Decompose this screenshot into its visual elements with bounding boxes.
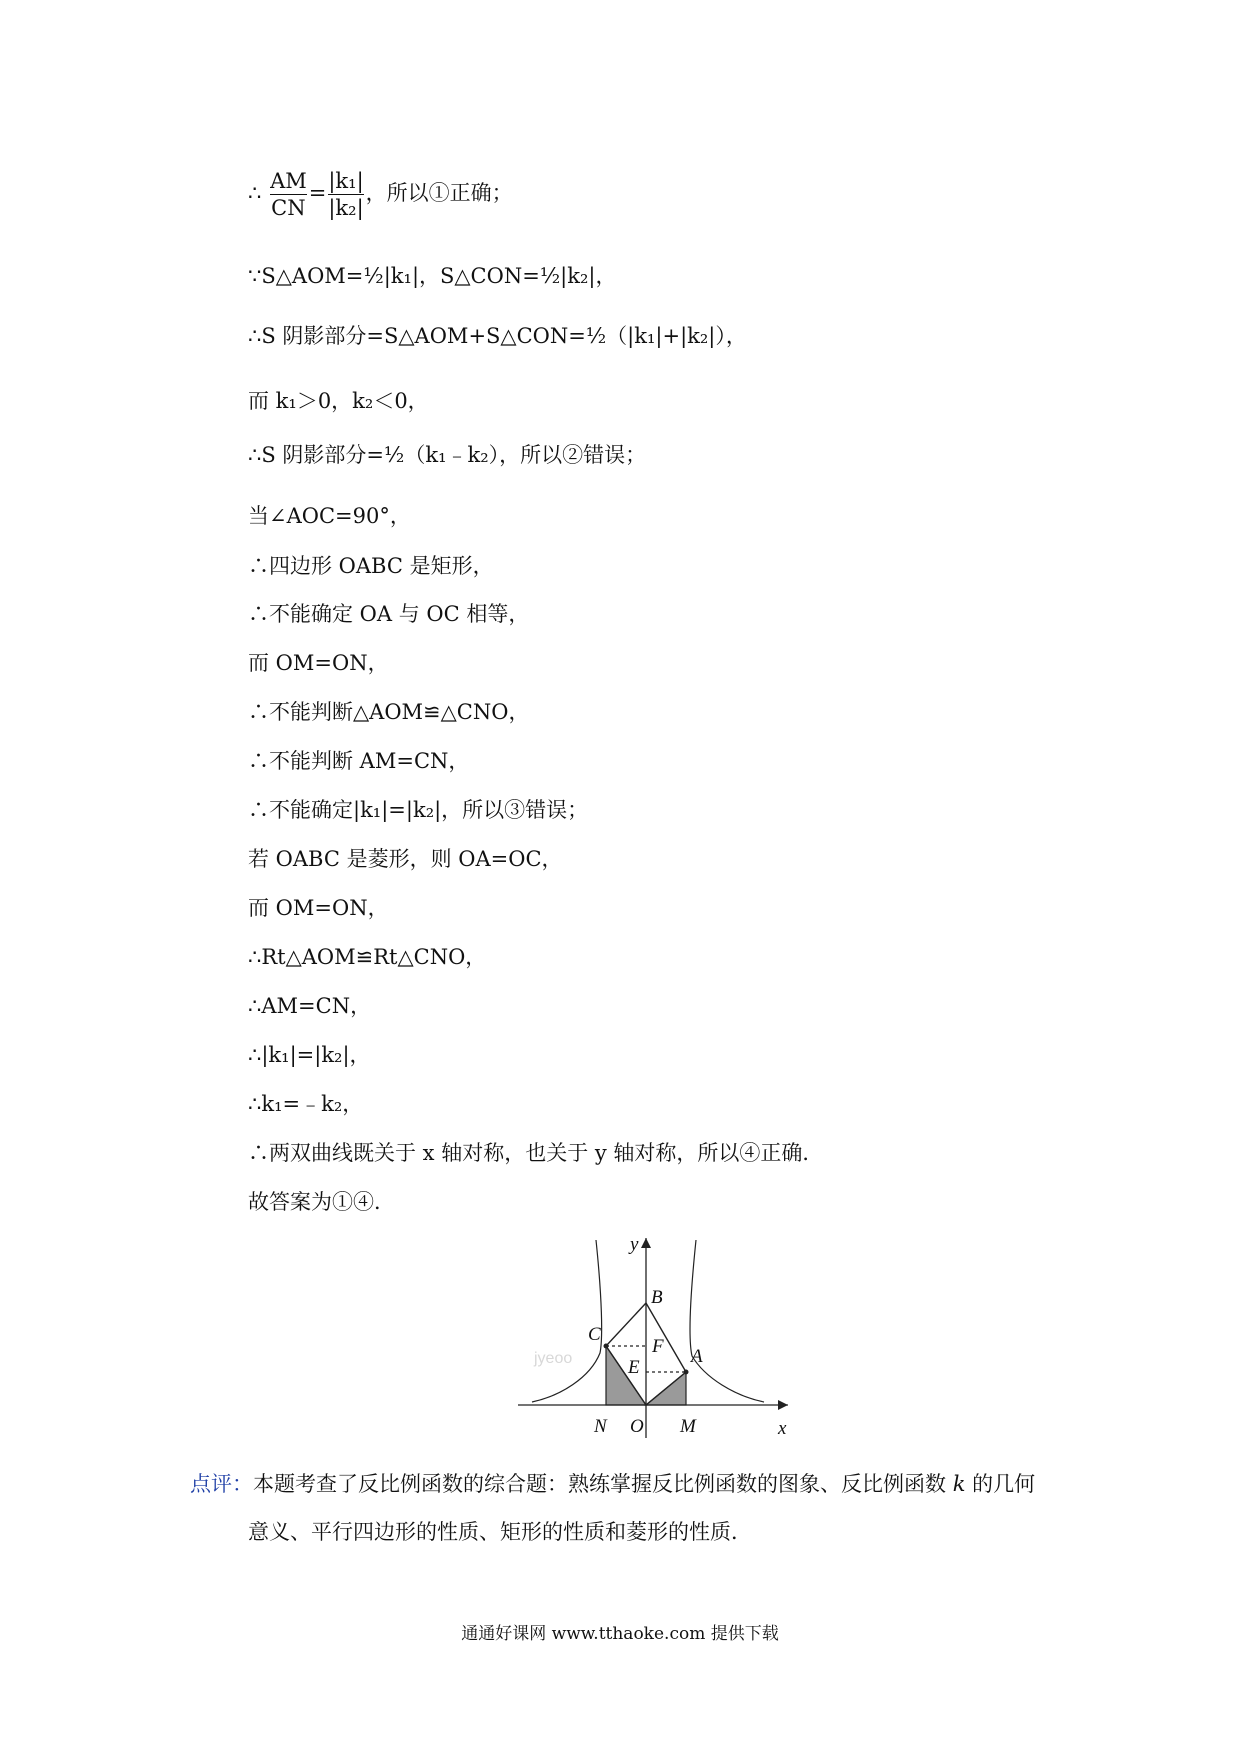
label-o: O (630, 1416, 644, 1437)
denominator: |k₂| (328, 196, 364, 220)
label-f: F (652, 1336, 664, 1357)
segment-cb (606, 1303, 646, 1346)
comment-label: 点评： (190, 1472, 253, 1496)
line-17: ∴|k₁|=|k₂|， (248, 1043, 371, 1067)
label-n: N (594, 1416, 607, 1437)
denominator: CN (271, 196, 306, 220)
line-3: ∴S 阴影部分=S△AOM+S△CON=½（|k₁|+|k₂|）， (248, 324, 747, 348)
watermark: jyeoo (534, 1350, 573, 1367)
label-c: C (588, 1324, 601, 1345)
line-4: 而 k₁＞0，k₂＜0， (248, 389, 429, 413)
line-6: 当∠AOC=90°， (248, 504, 411, 528)
line-7: ∴四边形 OABC 是矩形， (248, 554, 494, 578)
figure-svg (510, 1228, 800, 1443)
numerator: |k₁| (328, 169, 364, 193)
hyperbola-figure (510, 1228, 800, 1443)
comment-k: k (952, 1472, 966, 1496)
line-15: ∴Rt△AOM≌Rt△CNO， (248, 945, 487, 969)
comment-text-a: 本题考查了反比例函数的综合题：熟练掌握反比例函数的图象、反比例函数 (253, 1472, 946, 1496)
comment-line-2: 意义、平行四边形的性质、矩形的性质和菱形的性质． (248, 1520, 752, 1544)
label-a: A (691, 1346, 703, 1367)
line-11: ∴不能判断 AM=CN， (248, 749, 470, 773)
page-footer: 通通好课网 www.tthaoke.com 提供下载 (461, 1624, 779, 1644)
line-2: ∵S△AOM=½|k₁|，S△CON=½|k₂|， (248, 264, 617, 288)
x-axis-arrow (778, 1400, 788, 1410)
line-9: 而 OM=ON， (248, 651, 389, 675)
comment-line-1 (190, 1470, 1035, 1498)
comment-text-b: 的几何 (972, 1472, 1036, 1496)
line-19: ∴两双曲线既关于 x 轴对称，也关于 y 轴对称，所以④正确． (248, 1141, 824, 1165)
line-5: ∴S 阴影部分=½（k₁﹣k₂），所以②错误； (248, 443, 647, 467)
line-13: 若 OABC 是菱形，则 OA=OC， (248, 847, 563, 871)
label-e: E (628, 1357, 640, 1378)
label-b: B (651, 1287, 663, 1308)
line-10: ∴不能判断△AOM≌△CNO， (248, 700, 530, 724)
line-1-suffix: ，所以①正确； (365, 181, 513, 205)
numerator: AM (270, 169, 307, 193)
line-12: ∴不能确定|k₁|=|k₂|，所以③错误； (248, 798, 589, 822)
point-a (684, 1370, 689, 1375)
fraction-am-cn (270, 168, 307, 221)
y-axis-arrow (641, 1238, 651, 1248)
hyperbola-left (532, 1240, 602, 1402)
fraction-k1-k2 (328, 168, 363, 221)
line-20: 故答案为①④． (248, 1190, 395, 1214)
line-14: 而 OM=ON， (248, 896, 389, 920)
line-18: ∴k₁=﹣k₂， (248, 1092, 364, 1116)
label-m: M (680, 1416, 696, 1437)
line-8: ∴不能确定 OA 与 OC 相等， (248, 602, 530, 626)
point-c (604, 1344, 609, 1349)
label-x: x (778, 1418, 787, 1439)
line-1: ∴ $\frac{AM}{CN}$ = $\frac{\text{|k₁|}}{\text{|k₂|}}$ ，所以①正确； (248, 169, 513, 220)
label-y: y (630, 1234, 639, 1255)
hyperbola-right (690, 1240, 764, 1402)
line-16: ∴AM=CN， (248, 994, 372, 1018)
